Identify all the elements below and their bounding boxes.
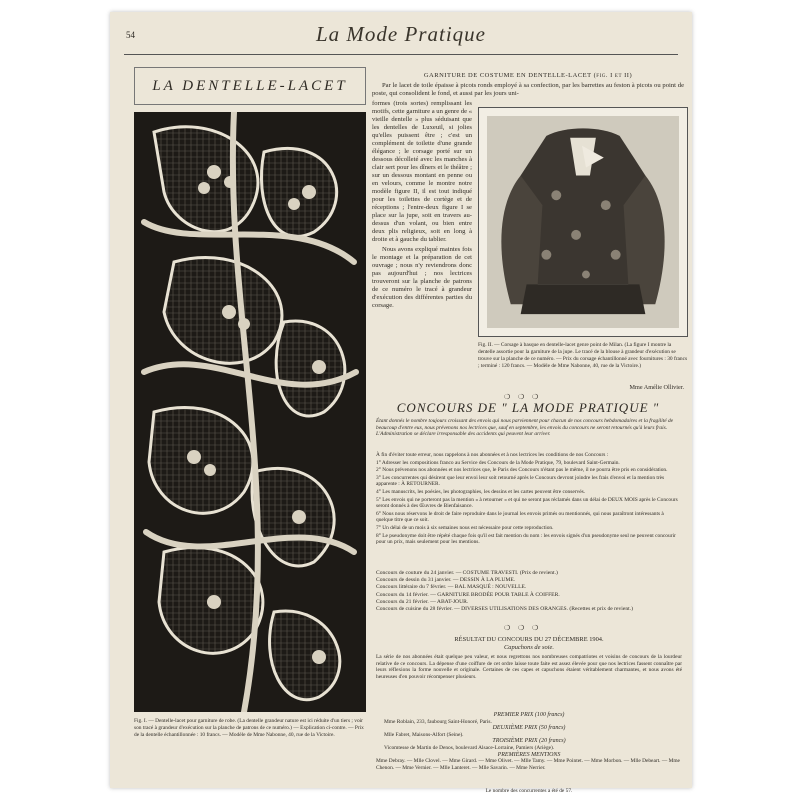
rule-item: 6° Nous nous réservons le droit de faire reproduire dans le journal les envois primés ou mentionnés, qui nous paraîtront intéressants à quelque titre que ce soit. <box>376 510 664 524</box>
lace-illustration <box>134 112 366 712</box>
schedule-item: Concours du 14 février. — GARNITURE BRODÉE POUR TABLE À COIFFER. <box>376 591 560 598</box>
concours-schedule <box>376 570 682 613</box>
prize-title: DEUXIÈME PRIX (50 francs) <box>492 725 566 732</box>
concours-intro: Étant donnés le nombre toujours croissant des envois qui nous parviennent pour chacun de nos concours hebdomadaires et la fragilité de beaucoup d'entre eux, nous prévenons nos lectrices que, sauf en septembre, les envois du concours ne seront retournés qu'à leurs frais. L'Administration se déclare irresponsable des accidents qui peuvent leur arriver. <box>376 418 674 438</box>
article-paragraph-1: formes (trois sortes) remplissant les motifs, cette garniture a un genre de « vieille dentelle » plus séduisant que les dentelles de Luxeuil, si jolies qu'elles puissent être ; c'est un complément de toilette d'une grande élégance ; le corsage porté sur un dessous décolleté avec les manches à clair sert pour les dîners et le théâtre ; sur un dessous montant en penne ou en velours, comme le montre notre modèle figure II, il est tout indiqué pour les toilettes de cortège et de réceptions ; l'entre-deux figure I se place sur la jupe, soit en travers au-dessus d'un volant, ou bien entre deux plis religieux, soit en long à droite et à gauche du tablier. <box>372 100 472 243</box>
prize-title: TROISIÈME PRIX (20 francs) <box>492 738 566 745</box>
article-column-text <box>372 100 472 310</box>
mentions-list: Mme Debray. — Mlle Clovel. — Mme Girard. — Mme Olivet. — Mlle Tamy. — Mme Pointet. — Mme Morbon. — Mlle Debeart. — Mme Chenon. — Mme Vernier. — Mlle Lanteret. — Mlle Savarin. — Mme Nerrier. <box>376 758 680 771</box>
author-signature: Mme Amélie Ollivier. <box>629 384 684 391</box>
figure-2-caption: Fig. II. — Corsage à basque en dentelle-lacet genre point de Milan. (La figure I montre la dentelle assortie pour la garniture de la jupe. Le tracé de la blouse à grandeur d'exécution se trouve sur la planche de ce numéro. — Prix du corsage échantillonné avec fournitures : 30 francs ; terminé : 120 francs. — Modèle de Mme Nabonne, 40, rue de la Victoire.) <box>478 342 688 369</box>
rule-item: 1° Adresser les compositions franco au Service des Concours de la Mode Pratique, 79, boulevard Saint-Germain. <box>376 459 620 466</box>
rule-item: 7° Un délai de un mois à six semaines nous est nécessaire pour cette reproduction. <box>376 524 554 531</box>
rule-item: 8° Le pseudonyme doit être répété chaque fois qu'il est fait mention du nom : les envois signés d'un pseudonyme seul ne peuvent concourir pour un prix, mais seulement pour les mentions. <box>376 532 676 546</box>
magazine-page <box>110 12 692 794</box>
schedule-item: Concours de cuisine du 28 février. — DIVERSES UTILISATIONS DES ORANGES. (Recettes et prix de revient.) <box>376 606 633 613</box>
mentions-title: PREMIÈRES MENTIONS <box>497 751 561 758</box>
concours-footer: Le nombre des concurrentes a été de 57. <box>485 788 573 794</box>
rules-lead: À fin d'éviter toute erreur, nous rappelons à nos abonnées et à nos lectrices les conditions de nos Concours : <box>376 452 609 458</box>
page-number: 54 <box>126 30 135 40</box>
rule-item: 4° Les manuscrits, les poésies, les photographies, les dessins et les cartes peuvent être conservés. <box>376 488 586 495</box>
article-intro: Par le lacet de toile épaisse à picots ronds employé à sa confection, par les barrettes au feston à picots ou point de poste, qui consolident le fond, et aussi par les jours uni- <box>372 82 684 97</box>
header-rule <box>124 54 678 55</box>
result-subheading: Capuchons de soie. <box>504 644 554 651</box>
article-paragraph-2: Nous avons expliqué maintes fois le montage et la préparation de cet ouvrage ; nous n'y reviendrons donc pas aujourd'hui ; nos lectrices trouveront sur la planche de patrons de ce numéro le tracé à grandeur d'exécution des différentes parties du corsage. <box>372 246 472 309</box>
rule-item: 2° Nous prévenons nos abonnées et nos lectrices que, le Paris des Concours n'étant pas le même, il ne pourra être pris en considération. <box>376 467 668 474</box>
rule-item: 5° Les envois qui ne porteront pas la mention « à retourner » et qui ne seront pas réclamés dans un délai de DEUX MOIS après le Concours seront donnés à des Œuvres de Bienfaisance. <box>376 496 678 510</box>
result-heading: RÉSULTAT DU CONCOURS DU 27 DÉCEMBRE 1904. <box>454 636 604 643</box>
ornament-divider: ❍ ❍ ❍ <box>504 624 542 632</box>
schedule-item: Concours du 21 février. — ABAT-JOUR. <box>376 598 469 605</box>
schedule-item: Concours de couture du 24 janvier. — COSTUME TRAVESTI. (Prix de revient.) <box>376 570 558 576</box>
concours-title: CONCOURS DE " LA MODE PRATIQUE " <box>396 400 660 415</box>
result-text: La série de nos abonnées était quelque peu valeur, et nous regrettons nos nombreuses compatriotes et voisins de concours de la lourdeur relative de ce concours. La dépense d'une coiffure de cet ordre laisse toute faite est assez élevée pour que nos lectrices fassent connaître par leurs réflexions la forme nouvelle et originale. Certaines de ces capes et capuchons étaient véritablement charmantes, et nous avons été heureuses d'en pouvoir récompenser plusieurs. <box>376 654 682 680</box>
masthead: La Mode Pratique <box>316 22 486 46</box>
prize-list <box>376 712 682 771</box>
figure-2-photo-frame <box>478 107 688 337</box>
schedule-item: Concours littéraire du 7 février. — BAL MASQUÉ : NOUVELLE. <box>376 584 527 591</box>
figure-1-caption: Fig. I. — Dentelle-lacet pour garniture de robe. (La dentelle grandeur nature est ici réduite d'un tiers ; voir son tracé à grandeur d'exécution sur la planche de patrons de ce numéro.) — Explication ci-contre. — Prix de la dentelle échantillonnée : 10 francs. — Modèle de Mme Nabonne, 40, rue de la Victoire. <box>134 718 364 738</box>
prize-winner: Vicomtesse de Martin de Denos, boulevard Alsace-Lorraine, Pamiers (Ariège). <box>384 744 555 751</box>
bodice-image <box>487 116 679 328</box>
prize-title: PREMIER PRIX (100 francs) <box>493 712 565 718</box>
lace-pattern-image <box>134 112 366 712</box>
result-heading-block <box>376 636 682 652</box>
bodice-photograph <box>487 116 679 328</box>
article-title: LA DENTELLE-LACET <box>134 67 366 105</box>
ornament-divider: ❍ ❍ ❍ <box>504 393 542 401</box>
rule-item: 3° Les concurrentes qui désirent que leur envoi leur soit retourné après le Concours devront joindre les frais d'envoi et la mention très apparente : À RETOURNER. <box>376 474 665 488</box>
prize-winner: Mlle Fabret, Maisons-Alfort (Seine). <box>384 731 464 738</box>
schedule-item: Concours de dessin du 31 janvier. — DESSIN À LA PLUME. <box>376 577 516 584</box>
section-heading: GARNITURE DE COSTUME EN DENTELLE-LACET (fig. I et II) <box>423 72 633 79</box>
prize-winner: Mme Roblain, 233, faubourg Saint-Honoré, Paris. <box>384 718 492 725</box>
concours-rules <box>376 452 682 547</box>
